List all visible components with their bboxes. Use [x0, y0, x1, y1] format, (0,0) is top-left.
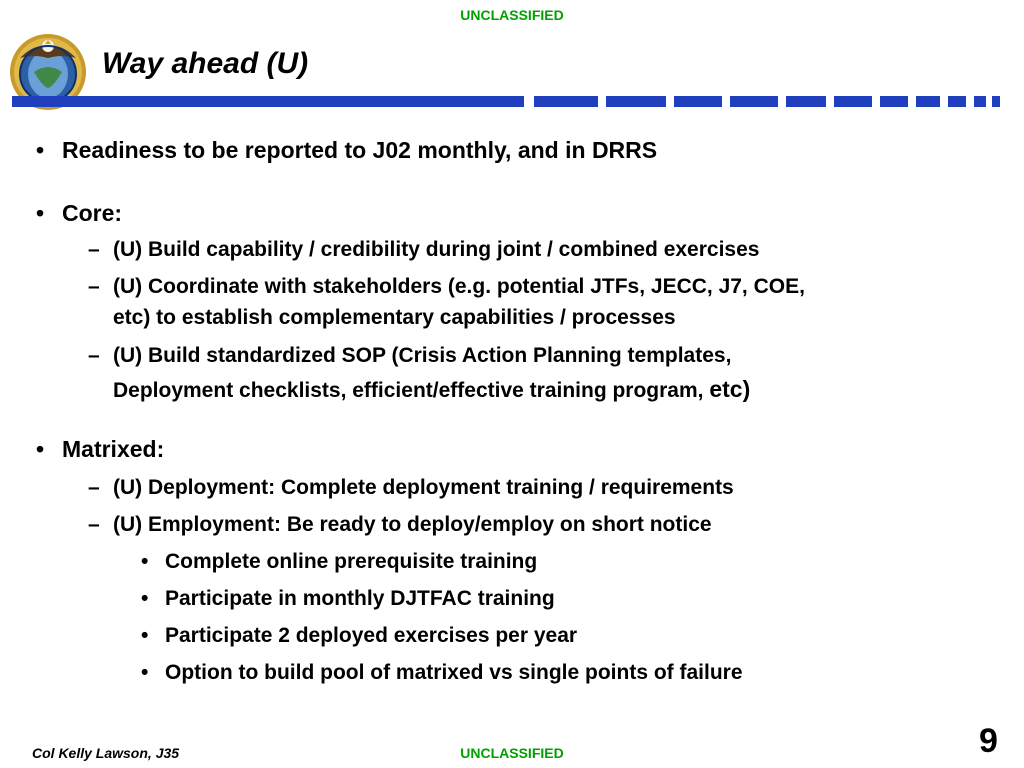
classification-banner-top: UNCLASSIFIED [460, 7, 564, 23]
dash-marker: – [88, 476, 100, 499]
subbullet-build-capability: (U) Build capability / credibility during joint / combined exercises [113, 238, 760, 261]
page-number: 9 [979, 722, 998, 760]
bullet-marker: • [141, 550, 149, 573]
subbullet-employment: (U) Employment: Be ready to deploy/employ on short notice [113, 513, 712, 536]
classification-banner-bottom: UNCLASSIFIED [460, 745, 564, 761]
subsubbullet-djtfac-training: Participate in monthly DJTFAC training [165, 587, 555, 610]
subsubbullet-matrixed-pool: Option to build pool of matrixed vs single points of failure [165, 661, 743, 684]
subsubbullet-deployed-exercises: Participate 2 deployed exercises per year [165, 624, 578, 647]
dash-marker: – [88, 275, 100, 298]
dash-marker: – [88, 238, 100, 261]
bullet-marker: • [36, 137, 45, 163]
bullet-readiness: Readiness to be reported to J02 monthly, and in DRRS [62, 137, 658, 163]
dash-marker: – [88, 344, 100, 367]
bullet-marker: • [36, 436, 45, 462]
footer-author: Col Kelly Lawson, J35 [32, 745, 180, 761]
subbullet-sop-line2-text: Deployment checklists, efficient/effective training program, [113, 379, 704, 402]
bullet-matrixed: Matrixed: [62, 436, 165, 462]
slide-title: Way ahead (U) [102, 47, 309, 80]
bullet-marker: • [141, 587, 149, 610]
subbullet-deployment: (U) Deployment: Complete deployment training / requirements [113, 476, 734, 499]
dash-marker: – [88, 513, 100, 536]
bullet-marker: • [36, 200, 45, 226]
subbullet-sop-line2 [113, 376, 750, 403]
subbullet-sop-line1: (U) Build standardized SOP (Crisis Action Planning templates, [113, 344, 732, 367]
bullet-marker: • [141, 624, 149, 647]
subsubbullet-online-training: Complete online prerequisite training [165, 550, 538, 573]
subbullet-coordinate-line2: etc) to establish complementary capabilities / processes [113, 306, 676, 329]
bullet-marker: • [141, 661, 149, 684]
subbullet-coordinate-line1: (U) Coordinate with stakeholders (e.g. potential JTFs, JECC, J7, COE, [113, 275, 805, 298]
bullet-core: Core: [62, 200, 123, 226]
subbullet-sop-line2-end: etc) [709, 376, 751, 402]
